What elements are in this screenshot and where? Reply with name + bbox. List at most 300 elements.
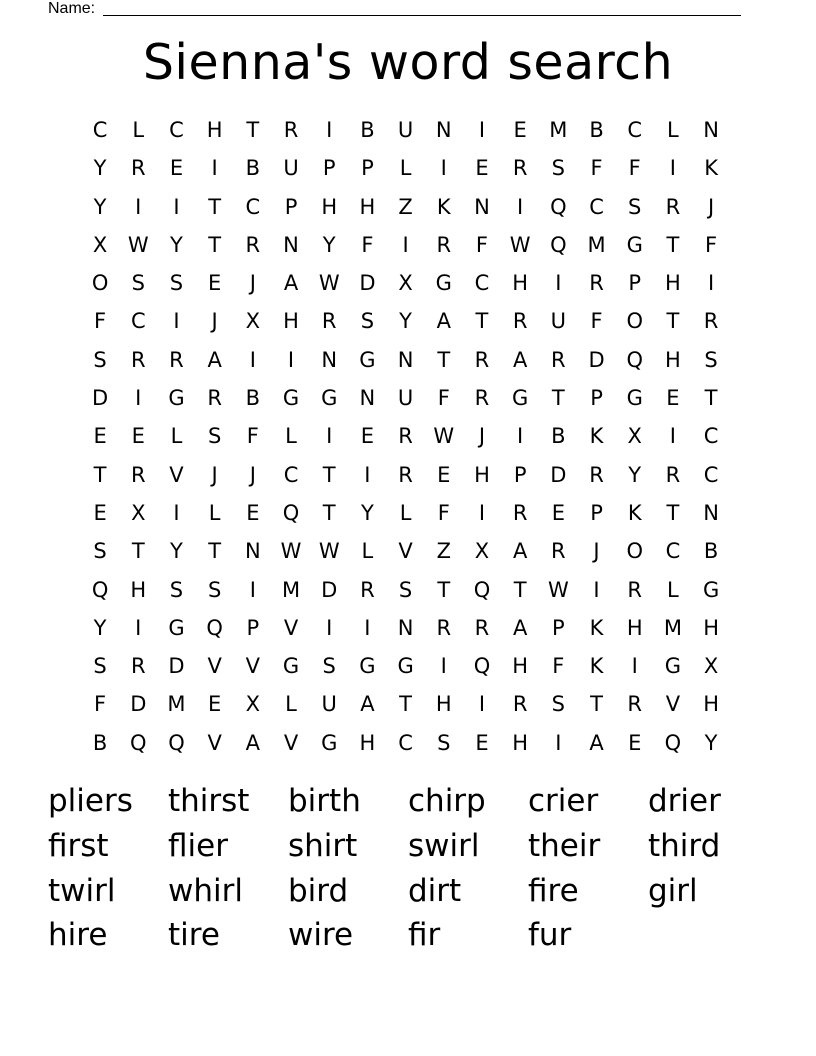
grid-letter: R — [169, 347, 184, 372]
grid-letter: T — [704, 386, 718, 411]
grid-letter: U — [397, 118, 414, 142]
grid-letter: L — [285, 692, 297, 717]
grid-letter: S — [131, 271, 145, 296]
grid-letter: Q — [282, 500, 300, 525]
grid-letter: A — [283, 271, 299, 296]
grid-letter: Y — [704, 730, 718, 755]
grid-letter: W — [318, 539, 340, 564]
grid-letter: M — [167, 692, 186, 717]
grid-letter: N — [703, 500, 719, 525]
grid-letter: R — [665, 462, 681, 487]
grid-letter: W — [547, 577, 569, 602]
word-item: chirp — [408, 783, 486, 819]
grid-letter: D — [550, 462, 567, 487]
grid-letter: X — [398, 271, 413, 296]
grid-letter: G — [359, 654, 376, 679]
grid-row — [81, 685, 730, 723]
grid-letter: I — [249, 347, 256, 372]
grid-letter: H — [626, 615, 643, 640]
grid-letter: R — [245, 232, 261, 257]
grid-letter: I — [707, 271, 715, 296]
word-item: wire — [288, 917, 354, 954]
grid-letter: Q — [473, 654, 491, 679]
grid-letter: E — [93, 424, 107, 449]
grid-letter: S — [628, 194, 642, 219]
word-item: fire — [528, 872, 579, 909]
grid-letter: V — [207, 730, 222, 755]
word-item: bird — [288, 872, 349, 909]
grid-letter: I — [478, 500, 486, 525]
word-item: hire — [48, 917, 108, 954]
grid-letter: X — [245, 309, 261, 334]
grid-letter: I — [326, 615, 333, 640]
grid-letter: T — [666, 309, 680, 334]
grid-letter: R — [130, 654, 146, 679]
grid-letter: Q — [550, 232, 567, 257]
grid-letter: I — [478, 118, 486, 142]
grid-letter: F — [705, 232, 718, 257]
grid-letter: N — [244, 539, 261, 564]
grid-letter: H — [703, 692, 719, 717]
grid-letter: J — [707, 194, 715, 219]
grid-letter: I — [173, 194, 180, 219]
grid-letter: R — [551, 539, 566, 564]
grid-letter: V — [665, 692, 681, 717]
word-item: thirst — [168, 783, 250, 819]
grid-letter: P — [284, 194, 298, 219]
grid-letter: R — [512, 156, 528, 181]
grid-letter: I — [173, 500, 180, 525]
grid-letter: K — [589, 424, 604, 449]
grid-row — [81, 494, 730, 532]
grid-letter: Q — [130, 730, 147, 755]
grid-letter: H — [665, 271, 681, 296]
grid-letter: S — [437, 730, 451, 755]
grid-letter: T — [208, 194, 222, 219]
grid-letter: N — [359, 386, 376, 411]
grid-letter: N — [321, 347, 338, 372]
grid-letter: E — [475, 730, 489, 755]
grid-letter: Y — [322, 232, 336, 257]
grid-letter: S — [207, 577, 222, 602]
grid-letter: W — [280, 539, 302, 564]
grid-letter: R — [130, 462, 146, 487]
grid-letter: C — [283, 462, 299, 487]
grid-row — [81, 264, 730, 302]
grid-letter: H — [283, 309, 299, 334]
grid-letter: R — [321, 309, 337, 334]
grid-letter: N — [474, 194, 490, 219]
grid-row — [81, 417, 730, 455]
grid-letter: G — [282, 654, 300, 679]
grid-letter: F — [590, 309, 603, 334]
grid-letter: F — [628, 156, 641, 181]
grid-letter: P — [628, 271, 642, 296]
grid-row — [81, 341, 730, 379]
word-item: fir — [408, 917, 441, 954]
grid-letter: L — [285, 424, 297, 449]
grid-letter: U — [397, 386, 414, 411]
grid-row — [81, 532, 730, 570]
grid-letter: I — [631, 654, 638, 679]
grid-letter: I — [249, 577, 256, 602]
grid-letter: L — [208, 500, 221, 525]
grid-letter: I — [517, 424, 524, 449]
grid-letter: R — [398, 424, 413, 449]
grid-letter: Y — [93, 194, 107, 219]
grid-letter: T — [437, 347, 451, 372]
grid-letter: R — [512, 309, 528, 334]
grid-row — [81, 609, 730, 647]
grid-letter: D — [130, 692, 147, 717]
grid-letter: A — [512, 347, 528, 372]
grid-letter: R — [512, 692, 528, 717]
grid-letter: R — [474, 615, 490, 640]
grid-letter: E — [208, 692, 222, 717]
grid-letter: R — [207, 386, 222, 411]
grid-letter: E — [131, 424, 145, 449]
grid-letter: F — [552, 654, 565, 679]
word-item: first — [48, 827, 109, 864]
grid-letter: K — [627, 500, 642, 525]
grid-letter: F — [94, 309, 107, 334]
grid-letter: L — [170, 424, 183, 449]
grid-letter: D — [359, 271, 376, 296]
grid-letter: T — [131, 539, 145, 564]
grid-letter: S — [551, 692, 566, 717]
grid-letter: D — [168, 654, 185, 679]
grid-letter: I — [211, 156, 218, 181]
grid-letter: Z — [436, 539, 451, 564]
grid-letter: D — [92, 386, 109, 411]
grid-letter: S — [398, 577, 413, 602]
grid-letter: P — [361, 156, 374, 181]
grid-letter: R — [665, 194, 681, 219]
grid-letter: V — [283, 730, 299, 755]
grid-letter: N — [397, 615, 414, 640]
grid-letter: F — [246, 424, 259, 449]
grid-row — [81, 647, 730, 685]
grid-letter: H — [512, 654, 529, 679]
grid-letter: I — [135, 194, 142, 219]
grid-letter: C — [92, 118, 108, 142]
grid-letter: R — [627, 577, 643, 602]
word-item: their — [528, 827, 601, 864]
grid-letter: W — [127, 232, 149, 257]
grid-letter: T — [513, 577, 527, 602]
word-item: swirl — [408, 827, 480, 864]
grid-letter: C — [398, 730, 413, 755]
grid-letter: M — [663, 615, 682, 640]
grid-letter: Q — [473, 577, 491, 602]
grid-letter: H — [435, 692, 452, 717]
grid-letter: P — [246, 615, 260, 640]
grid-letter: B — [245, 386, 261, 411]
word-item: crier — [528, 783, 599, 819]
grid-letter: Q — [664, 730, 682, 755]
grid-letter: B — [551, 424, 566, 449]
grid-letter: W — [509, 232, 531, 257]
grid-letter: I — [135, 615, 142, 640]
grid-letter: A — [207, 347, 222, 372]
grid-letter: I — [555, 271, 562, 296]
grid-letter: V — [398, 539, 413, 564]
grid-letter: X — [245, 692, 261, 717]
grid-letter: X — [703, 654, 719, 679]
grid-letter: L — [399, 500, 412, 525]
grid-letter: S — [93, 539, 107, 564]
grid-letter: K — [589, 654, 604, 679]
grid-letter: K — [704, 156, 718, 181]
grid-letter: N — [397, 347, 414, 372]
grid-letter: T — [399, 692, 412, 717]
grid-letter: G — [168, 386, 185, 411]
grid-letter: J — [478, 424, 486, 449]
grid-letter: R — [474, 386, 490, 411]
grid-letter: Q — [91, 577, 109, 602]
grid-letter: E — [169, 156, 184, 181]
grid-letter: T — [322, 462, 336, 487]
grid-letter: R — [436, 615, 452, 640]
grid-letter: T — [437, 577, 451, 602]
grid-letter: I — [364, 462, 371, 487]
grid-letter: X — [131, 500, 146, 525]
grid-letter: Y — [399, 309, 412, 334]
grid-letter: R — [130, 347, 146, 372]
grid-letter: T — [208, 539, 222, 564]
grid-letter: R — [551, 347, 566, 372]
grid-letter: Z — [398, 194, 413, 219]
name-label: Name: — [48, 0, 96, 17]
grid-letter: Q — [626, 347, 643, 372]
grid-letter: I — [364, 615, 371, 640]
word-item: fur — [528, 917, 572, 954]
grid-letter: H — [359, 194, 376, 219]
grid-letter: R — [130, 156, 146, 181]
grid-letter: R — [474, 347, 490, 372]
grid-letter: T — [551, 386, 565, 411]
grid-letter: R — [589, 271, 604, 296]
grid-letter: G — [359, 347, 376, 372]
grid-letter: G — [626, 386, 643, 411]
grid-letter: I — [517, 194, 524, 219]
grid-letter: O — [626, 539, 643, 564]
grid-letter: G — [512, 386, 529, 411]
grid-letter: U — [550, 309, 567, 334]
grid-letter: G — [702, 577, 720, 602]
grid-letter: W — [433, 424, 455, 449]
word-item: girl — [648, 872, 698, 909]
grid-letter: H — [130, 577, 147, 602]
grid-letter: G — [282, 386, 300, 411]
grid-letter: N — [703, 118, 719, 142]
grid-letter: R — [398, 462, 413, 487]
grid-letter: B — [360, 118, 375, 142]
grid-letter: X — [474, 539, 490, 564]
grid-letter: S — [169, 577, 184, 602]
grid-letter: F — [437, 386, 450, 411]
grid-letter: P — [590, 386, 603, 411]
grid-letter: I — [440, 156, 447, 181]
grid-letter: R — [283, 118, 299, 142]
grid-letter: I — [440, 654, 447, 679]
grid-letter: B — [589, 118, 604, 142]
grid-letter: C — [627, 118, 643, 142]
name-underline — [103, 15, 741, 16]
grid-letter: F — [94, 692, 107, 717]
grid-letter: T — [666, 232, 680, 257]
grid-letter: T — [208, 232, 222, 257]
grid-letter: I — [287, 347, 295, 372]
grid-letter: S — [704, 347, 718, 372]
grid-letter: S — [360, 309, 375, 334]
grid-letter: T — [322, 500, 336, 525]
grid-letter: L — [667, 118, 679, 142]
grid-row — [81, 149, 730, 187]
grid-letter: E — [475, 156, 489, 181]
grid-letter: Y — [93, 615, 107, 640]
grid-letter: G — [168, 615, 185, 640]
grid-letter: E — [513, 118, 527, 142]
grid-letter: I — [135, 386, 142, 411]
grid-letter: C — [474, 271, 490, 296]
grid-letter: S — [322, 654, 336, 679]
grid-letter: I — [669, 424, 676, 449]
grid-letter: R — [703, 309, 719, 334]
grid-letter: T — [475, 309, 489, 334]
grid-letter: C — [589, 194, 604, 219]
word-list — [48, 779, 768, 958]
grid-letter: E — [437, 462, 451, 487]
grid-row — [81, 379, 730, 417]
grid-letter: N — [435, 118, 452, 142]
grid-letter: L — [399, 156, 412, 181]
grid-letter: B — [245, 156, 261, 181]
grid-letter: M — [281, 577, 301, 602]
grid-letter: Y — [170, 539, 183, 564]
grid-letter: U — [321, 692, 337, 717]
grid-letter: T — [666, 500, 680, 525]
grid-letter: G — [321, 386, 338, 411]
grid-letter: H — [512, 730, 529, 755]
grid-letter: N — [283, 232, 299, 257]
grid-letter: F — [361, 232, 374, 257]
grid-row — [81, 302, 730, 340]
grid-letter: A — [589, 730, 604, 755]
word-item: pliers — [48, 783, 133, 819]
grid-letter: R — [627, 692, 643, 717]
grid-letter: O — [91, 271, 109, 296]
word-item: shirt — [288, 827, 358, 864]
page-title: Sienna's word search — [142, 34, 674, 91]
grid-letter: E — [246, 500, 260, 525]
grid-letter: S — [207, 424, 222, 449]
grid-letter: S — [93, 654, 107, 679]
grid-letter: Q — [550, 194, 567, 219]
grid-letter: P — [513, 462, 527, 487]
grid-letter: F — [475, 232, 489, 257]
word-item: birth — [288, 783, 361, 819]
grid-letter: T — [246, 118, 260, 142]
grid-letter: Y — [170, 232, 183, 257]
grid-letter: S — [93, 347, 107, 372]
grid-letter: E — [93, 500, 107, 525]
grid-letter: R — [360, 577, 375, 602]
grid-letter: A — [245, 730, 261, 755]
grid-row — [81, 188, 730, 226]
grid-letter: B — [703, 539, 719, 564]
grid-letter: Q — [206, 615, 223, 640]
grid-letter: G — [321, 730, 338, 755]
word-item: drier — [648, 783, 721, 819]
grid-letter: X — [92, 232, 108, 257]
grid-letter: J — [593, 539, 600, 564]
grid-letter: I — [669, 156, 676, 181]
grid-letter: H — [359, 730, 376, 755]
grid-letter: Y — [628, 462, 642, 487]
grid-letter: G — [435, 271, 452, 296]
grid-letter: Y — [93, 156, 107, 181]
grid-letter: D — [321, 577, 338, 602]
word-item: twirl — [48, 872, 116, 909]
grid-letter: C — [665, 539, 681, 564]
grid-letter: C — [703, 462, 719, 487]
grid-letter: G — [397, 654, 414, 679]
grid-row — [81, 571, 730, 609]
grid-letter: K — [436, 194, 451, 219]
grid-letter: H — [321, 194, 338, 219]
grid-letter: O — [626, 309, 643, 334]
grid-row — [81, 226, 730, 264]
grid-letter: M — [587, 232, 606, 257]
letter-grid — [81, 111, 730, 762]
grid-letter: I — [555, 730, 562, 755]
word-item: dirt — [408, 872, 462, 909]
grid-letter: I — [593, 577, 600, 602]
grid-letter: G — [664, 654, 682, 679]
grid-letter: R — [436, 232, 452, 257]
grid-letter: T — [93, 462, 107, 487]
grid-letter: D — [588, 347, 605, 372]
grid-letter: S — [169, 271, 184, 296]
grid-letter: T — [590, 692, 603, 717]
grid-letter: F — [590, 156, 603, 181]
grid-letter: S — [551, 156, 566, 181]
grid-letter: L — [132, 118, 145, 142]
grid-letter: C — [169, 118, 184, 142]
grid-letter: H — [512, 271, 529, 296]
word-item: third — [648, 827, 721, 864]
grid-letter: I — [402, 232, 409, 257]
grid-letter: E — [208, 271, 222, 296]
grid-letter: V — [245, 654, 261, 679]
grid-letter: V — [207, 654, 222, 679]
word-item: tire — [168, 917, 220, 954]
grid-letter: I — [326, 118, 333, 142]
grid-letter: H — [665, 347, 681, 372]
grid-letter: C — [130, 309, 146, 334]
grid-letter: H — [474, 462, 490, 487]
grid-letter: R — [512, 500, 528, 525]
grid-letter: Y — [360, 500, 374, 525]
grid-letter: P — [552, 615, 565, 640]
grid-letter: A — [360, 692, 375, 717]
grid-letter: V — [283, 615, 299, 640]
word-item: whirl — [168, 872, 243, 909]
grid-letter: L — [361, 539, 374, 564]
grid-letter: P — [590, 500, 603, 525]
grid-letter: A — [512, 539, 528, 564]
